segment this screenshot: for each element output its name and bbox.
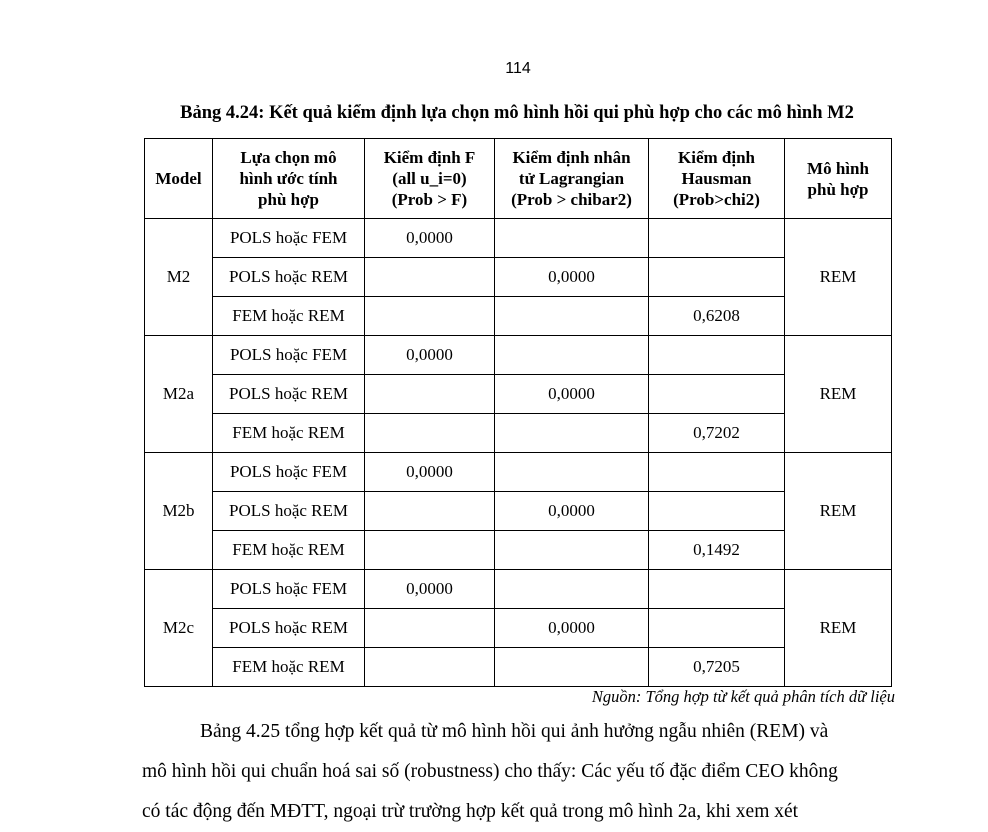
- hausman-cell: [649, 570, 785, 609]
- f-test-cell: [365, 648, 495, 687]
- f-test-cell: [365, 492, 495, 531]
- f-test-cell: [365, 531, 495, 570]
- choice-cell: POLS hoặc FEM: [213, 336, 365, 375]
- lm-test-cell: [495, 648, 649, 687]
- header-result: Mô hình phù hợp: [785, 139, 892, 219]
- choice-cell: POLS hoặc REM: [213, 492, 365, 531]
- table-row: [145, 297, 892, 336]
- f-test-cell: [365, 609, 495, 648]
- lm-test-cell: [495, 219, 649, 258]
- table-row: [145, 375, 892, 414]
- results-table: [144, 138, 892, 687]
- f-test-cell: 0,0000: [365, 570, 495, 609]
- paragraph-line: có tác động đến MĐTT, ngoại trừ trường hợp kết quả trong mô hình 2a, khi xem xét: [142, 801, 799, 822]
- hausman-cell: 0,1492: [649, 531, 785, 570]
- table-row: [145, 492, 892, 531]
- source-note: Nguồn: Tổng hợp từ kết quả phân tích dữ liệu: [591, 687, 895, 706]
- f-test-cell: [365, 258, 495, 297]
- header-f-test: Kiểm định F (all u_i=0) (Prob > F): [365, 139, 495, 219]
- model-cell: M2c: [145, 570, 213, 687]
- f-test-cell: [365, 297, 495, 336]
- hausman-cell: [649, 492, 785, 531]
- model-cell: M2b: [145, 453, 213, 570]
- hausman-cell: [649, 336, 785, 375]
- lm-test-cell: 0,0000: [495, 609, 649, 648]
- header-choice: Lựa chọn mô hình ước tính phù hợp: [213, 139, 365, 219]
- lm-test-cell: 0,0000: [495, 375, 649, 414]
- lm-test-cell: 0,0000: [495, 492, 649, 531]
- header-model: Model: [145, 139, 213, 219]
- lm-test-cell: [495, 531, 649, 570]
- hausman-cell: 0,6208: [649, 297, 785, 336]
- lm-test-cell: [495, 336, 649, 375]
- lm-test-cell: [495, 570, 649, 609]
- table-row: [145, 648, 892, 687]
- choice-cell: FEM hoặc REM: [213, 297, 365, 336]
- lm-test-cell: 0,0000: [495, 258, 649, 297]
- page-number: 114: [505, 60, 531, 77]
- hausman-cell: 0,7202: [649, 414, 785, 453]
- f-test-cell: 0,0000: [365, 336, 495, 375]
- lm-test-cell: [495, 453, 649, 492]
- body-paragraph: [142, 712, 896, 832]
- choice-cell: POLS hoặc FEM: [213, 219, 365, 258]
- choice-cell: FEM hoặc REM: [213, 531, 365, 570]
- hausman-cell: [649, 375, 785, 414]
- choice-cell: POLS hoặc REM: [213, 375, 365, 414]
- paragraph-line: mô hình hồi qui chuẩn hoá sai số (robustness) cho thấy: Các yếu tố đặc điểm CEO không: [142, 761, 838, 782]
- header-hausman-test: Kiểm định Hausman (Prob>chi2): [649, 139, 785, 219]
- table-row: [145, 531, 892, 570]
- choice-cell: FEM hoặc REM: [213, 648, 365, 687]
- paragraph-line: Bảng 4.25 tổng hợp kết quả từ mô hình hồi qui ảnh hưởng ngẫu nhiên (REM) và: [200, 721, 829, 742]
- table-caption: Bảng 4.24: Kết quả kiểm định lựa chọn mô hình hồi qui phù hợp cho các mô hình M2: [180, 103, 854, 123]
- f-test-cell: 0,0000: [365, 453, 495, 492]
- model-cell: M2: [145, 219, 213, 336]
- result-cell: REM: [785, 570, 892, 687]
- model-cell: M2a: [145, 336, 213, 453]
- choice-cell: POLS hoặc REM: [213, 258, 365, 297]
- choice-cell: FEM hoặc REM: [213, 414, 365, 453]
- result-cell: REM: [785, 219, 892, 336]
- table-row: [145, 414, 892, 453]
- header-lagrangian-test: Kiểm định nhân tử Lagrangian (Prob > chibar2): [495, 139, 649, 219]
- hausman-cell: 0,7205: [649, 648, 785, 687]
- lm-test-cell: [495, 297, 649, 336]
- f-test-cell: 0,0000: [365, 219, 495, 258]
- hausman-cell: [649, 609, 785, 648]
- table-row: [145, 453, 892, 492]
- f-test-cell: [365, 414, 495, 453]
- table-row: [145, 336, 892, 375]
- table-row: [145, 570, 892, 609]
- lm-test-cell: [495, 414, 649, 453]
- choice-cell: POLS hoặc FEM: [213, 570, 365, 609]
- hausman-cell: [649, 258, 785, 297]
- f-test-cell: [365, 375, 495, 414]
- header-row: [145, 139, 892, 219]
- table-row: [145, 258, 892, 297]
- hausman-cell: [649, 453, 785, 492]
- choice-cell: POLS hoặc REM: [213, 609, 365, 648]
- result-cell: REM: [785, 336, 892, 453]
- result-cell: REM: [785, 453, 892, 570]
- hausman-cell: [649, 219, 785, 258]
- table-row: [145, 609, 892, 648]
- choice-cell: POLS hoặc FEM: [213, 453, 365, 492]
- table-row: [145, 219, 892, 258]
